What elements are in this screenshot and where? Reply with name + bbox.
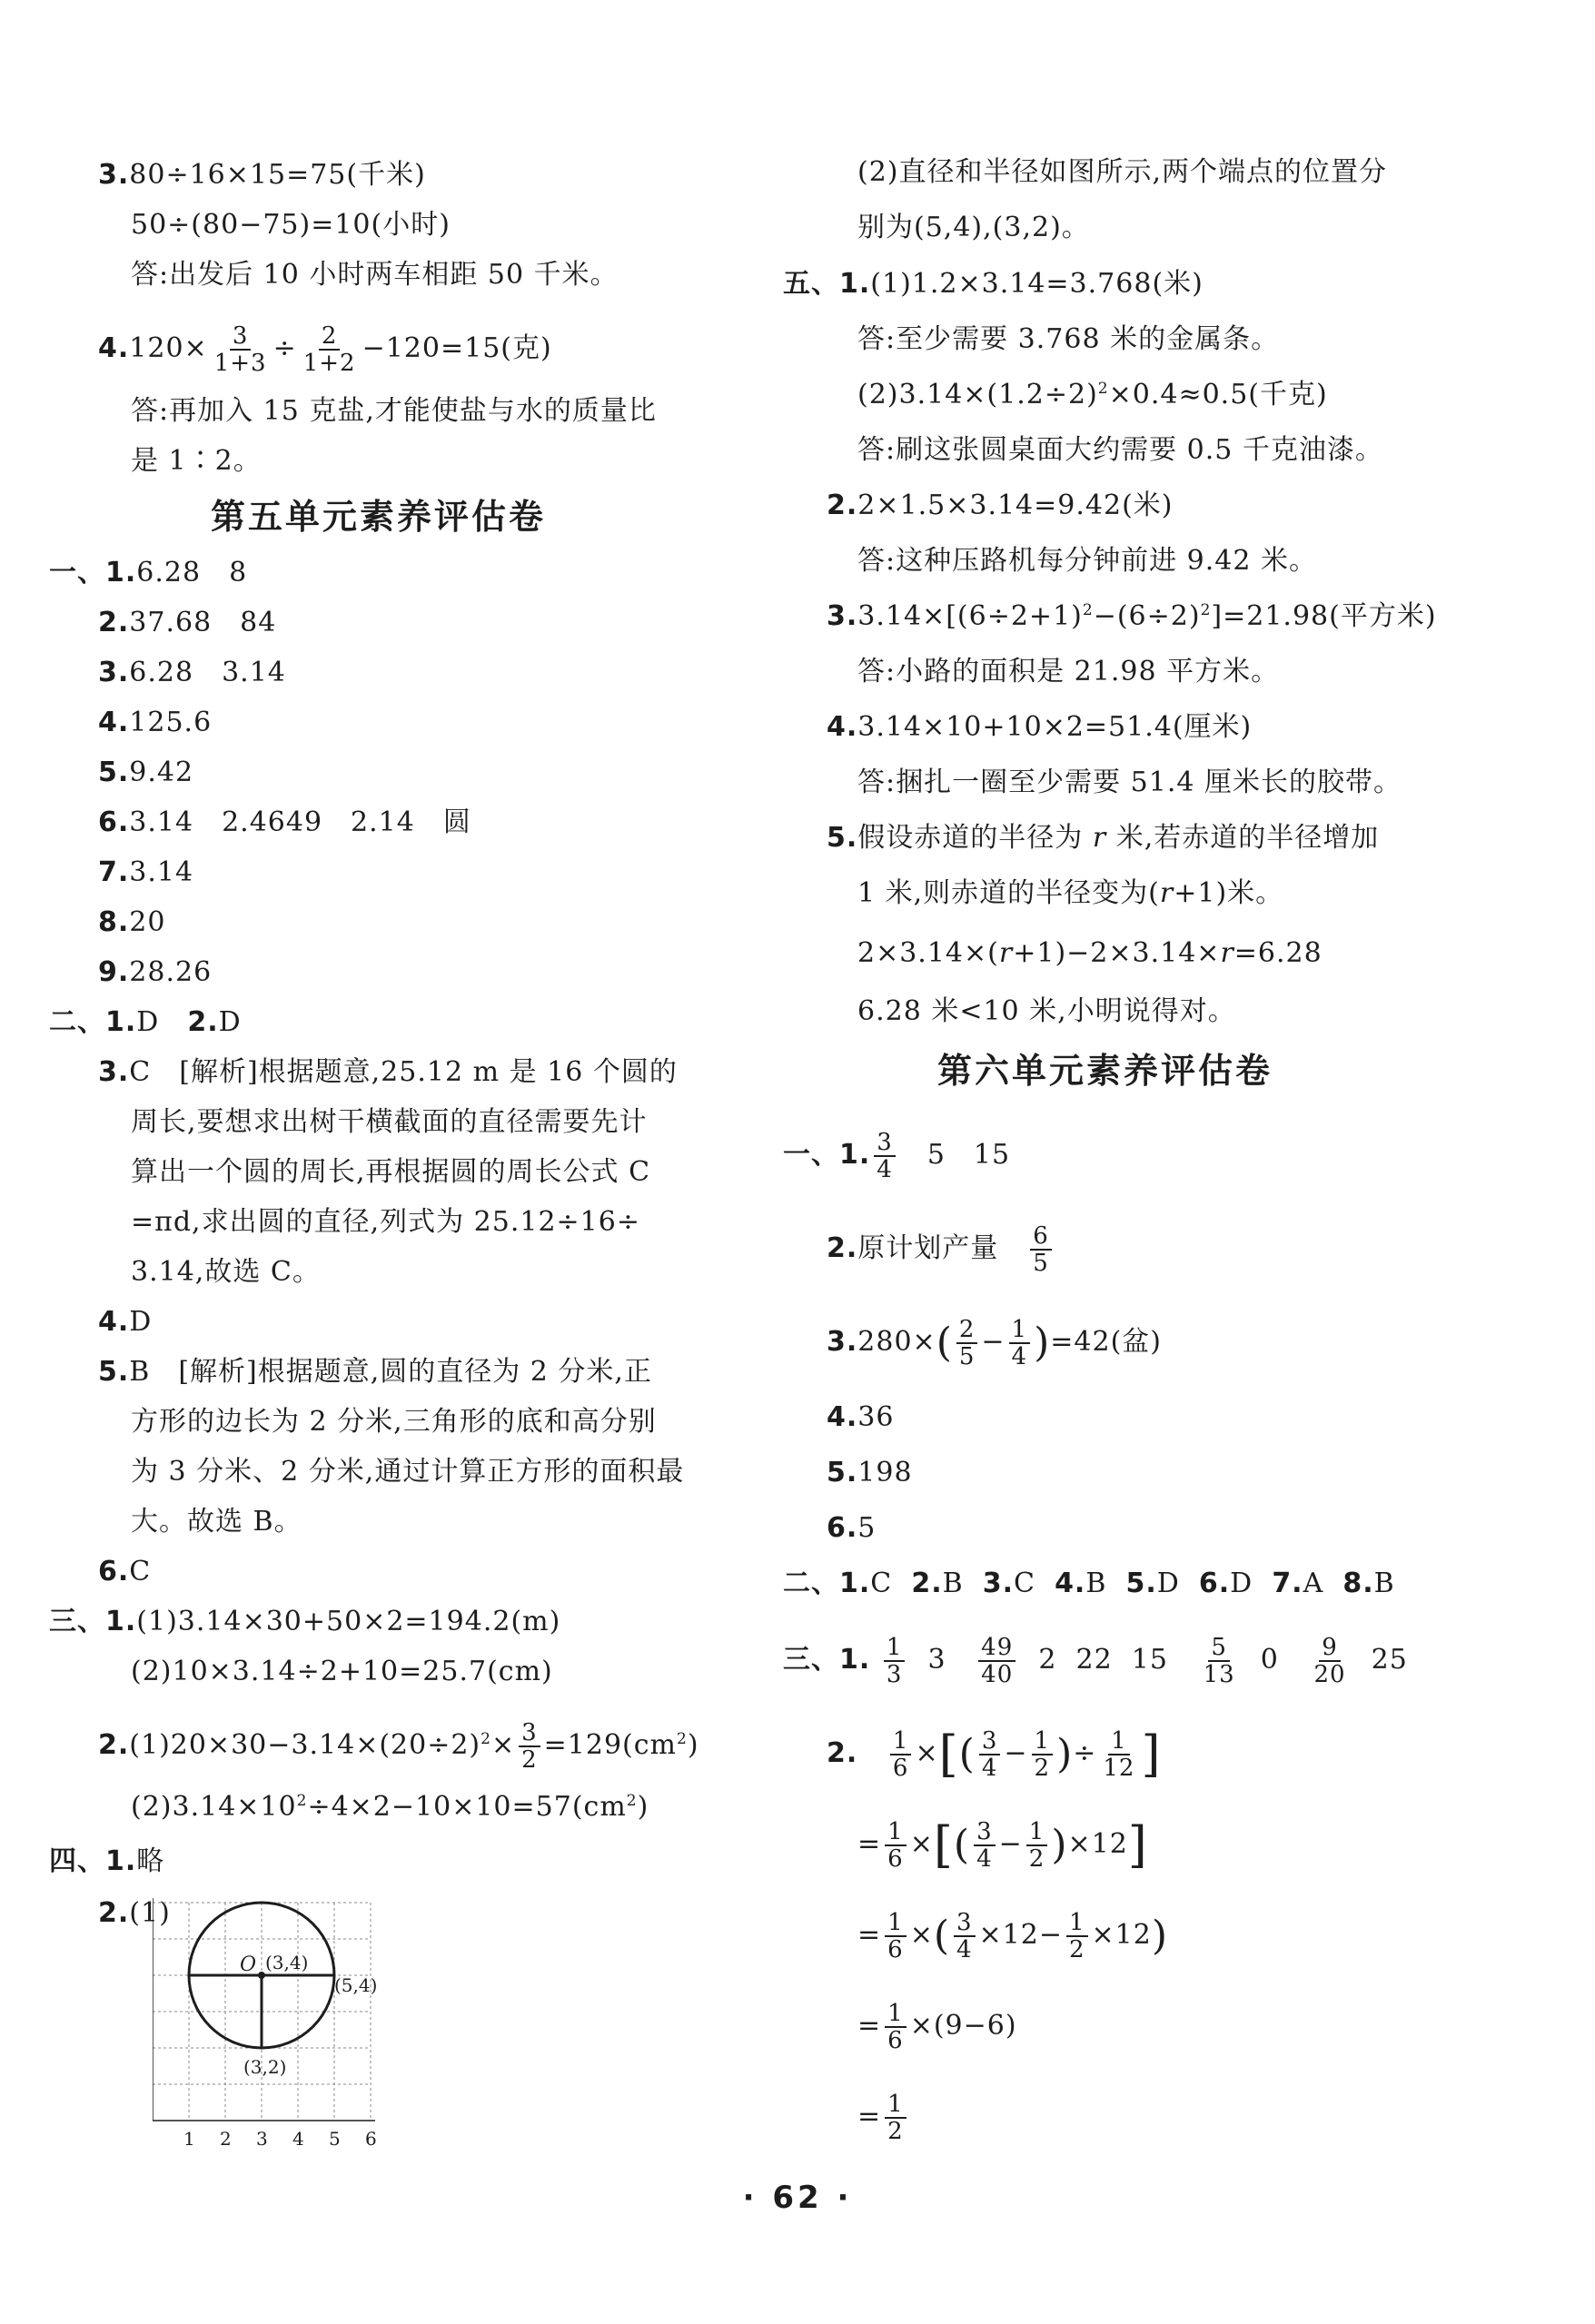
center-coord: (3,4) — [265, 1952, 309, 1973]
q3-answer: 答:出发后 10 小时两车相距 50 千米。 — [131, 259, 619, 291]
s3-q2-a: $2.(1)20\times 30-3.14\times(20\div 2)^2\times$ $\frac{3}{2}$ $=129(cm^2)$ — [98, 1719, 699, 1774]
s2-q5-c: 为 3 分米、2 分米,通过计算正方形的面积最 — [131, 1456, 685, 1488]
right-point-label: (5,4) — [334, 1974, 378, 1996]
s5-q5-c: 2×3.14×(r+1)−2×3.14×r=6.28 — [857, 937, 1323, 969]
s5-q5-d: 6.28 米<10 米,小明说得对。 — [857, 995, 1236, 1027]
s5-q4: 4.3.14×10+10×2=51.4(厘米) — [827, 711, 1253, 743]
q3-line-2: 50÷(80−75)=10(小时) — [131, 209, 451, 241]
s4-q2: 2.(1) — [98, 1897, 171, 1929]
center-label: O — [240, 1953, 257, 1976]
s2-q3: 3.C [解析]根据题意,25.12 m 是 16 个圆的 — [98, 1056, 678, 1088]
t1-q3: 3.280×( $\frac{2}{5}$ − $\frac{1}{4}$ )=42(盆) — [827, 1316, 1162, 1370]
t1-q2: 2.原计划产量 $\frac{6}{5}$ — [827, 1220, 1055, 1278]
s1-q7: 7.3.14 — [98, 856, 194, 888]
s2-q5-d: 大。故选 B。 — [131, 1506, 302, 1538]
s2-q6: 6.C — [98, 1556, 152, 1587]
t3-q2-step2: = $\frac{1}{6}$ ×[( $\frac{3}{4}$ − $\frac{1}{2}$ )×12] — [857, 1816, 1148, 1874]
bottom-point-label: (3,2) — [243, 2056, 287, 2078]
t2-answers: 二、1.C 2.B 3.C 4.B 5.D 6.D 7.A 8.B — [783, 1567, 1395, 1599]
s2-q5: 5.B [解析]根据题意,圆的直径为 2 分米,正 — [98, 1356, 652, 1388]
s1-q6: 6.3.14 2.4649 2.14 圆 — [98, 806, 471, 838]
circle-coordinate-graph — [153, 1889, 443, 2152]
x-tick-4: 4 — [292, 2128, 304, 2150]
q4-answer-2: 是 1∶2。 — [131, 445, 262, 477]
t1-q5: 5.198 — [827, 1457, 913, 1488]
s1-q1: 一、1.6.28 8 — [49, 557, 248, 588]
s1-q5: 5.9.42 — [98, 757, 194, 788]
x-tick-1: 1 — [183, 2128, 195, 2150]
s4-q1: 四、1.略 — [49, 1845, 165, 1877]
s2-q3-e: 3.14,故选 C。 — [131, 1256, 321, 1288]
t1-q1: 一、1. $\frac{3}{4}$ 5 15 — [783, 1129, 1011, 1183]
q3-line: 3.80÷16×15=75(千米) — [98, 159, 426, 191]
x-tick-5: 5 — [329, 2128, 341, 2150]
s5-q1-b: $(2)3.14\times(1.2\div 2)^2\times 0.4\approx 0.5$(千克) — [857, 379, 1328, 410]
s2-q5-b: 方形的边长为 2 分米,三角形的底和高分别 — [131, 1406, 657, 1438]
s5-q1-b-ans: 答:刷这张圆桌面大约需要 0.5 千克油漆。 — [857, 434, 1383, 466]
t3-q2-result: = $\frac{1}{2}$ — [857, 2085, 910, 2149]
unit6-title: 第六单元素养评估卷 — [937, 1051, 1273, 1091]
center-point — [258, 1972, 265, 1979]
s5-q3-ans: 答:小路的面积是 21.98 平方米。 — [857, 656, 1280, 687]
t3-q2-step3: = $\frac{1}{6}$ ×( $\frac{3}{4}$ ×12− $\frac{1}{2}$ ×12) — [857, 1909, 1169, 1963]
s1-q9: 9.28.26 — [98, 956, 213, 988]
s3-q2-b: $(2)3.14\times 10^2\div 4\times 2-10\times 10=57(cm^2)$ — [131, 1791, 649, 1823]
s5-q3: $3.3.14\times[(6\div 2+1)^2-(6\div 2)^2]=21.98$(平方米) — [827, 600, 1437, 632]
s5-q2: 2.2×1.5×3.14=9.42(米) — [827, 490, 1174, 521]
s1-q4: 4.125.6 — [98, 707, 213, 738]
q4-formula: 4.120× $\frac{3}{1+3}$ ÷ $\frac{2}{1+2}$ −120=15(克) — [98, 322, 552, 377]
y-tick-6 — [153, 1890, 154, 1912]
s1-q2: 2.37.68 84 — [98, 607, 277, 638]
s5-q1-a: 五、1.(1)1.2×3.14=3.768(米) — [783, 268, 1204, 300]
s2-q4: 4.D — [98, 1306, 153, 1338]
t3-q2-step1: 2. $\frac{1}{6}$ ×[( $\frac{3}{4}$ − $\frac{1}{2}$ )÷ $\frac{1}{12}$ ] — [827, 1726, 1162, 1783]
s2-q3-d: =πd,求出圆的直径,列式为 25.12÷16÷ — [131, 1206, 640, 1238]
x-tick-2: 2 — [220, 2128, 232, 2150]
s5-q5: 5.假设赤道的半径为 r 米,若赤道的半径增加 — [827, 822, 1380, 854]
s3-q1-a: 三、1.(1)3.14×30+50×2=194.2(m) — [49, 1606, 561, 1637]
s2-q1-2: 二、1.D 2.D — [49, 1006, 242, 1038]
t3-q1: 三、1. $\frac{1}{3}$ 3 $\frac{49}{40}$ 2 22 15 $\frac{5}{13}$ 0 $\frac{9}{20}$ 25 — [783, 1634, 1408, 1688]
x-tick-6: 6 — [365, 2128, 377, 2150]
s4-q2-2: (2)直径和半径如图所示,两个端点的位置分 — [857, 156, 1388, 188]
s5-q5-b: 1 米,则赤道的半径变为(r+1)米。 — [857, 877, 1284, 909]
s4-q2-2b: 别为(5,4),(3,2)。 — [857, 212, 1090, 243]
x-tick-3: 3 — [256, 2128, 268, 2150]
t1-q4: 4.36 — [827, 1401, 895, 1433]
s2-q3-c: 算出一个圆的周长,再根据圆的周长公式 C — [131, 1156, 651, 1188]
s5-q4-ans: 答:捆扎一圈至少需要 51.4 厘米长的胶带。 — [857, 766, 1402, 798]
s5-q2-ans: 答:这种压路机每分钟前进 9.42 米。 — [857, 545, 1317, 577]
s1-q8: 8.20 — [98, 906, 166, 938]
unit5-title: 第五单元素养评估卷 — [211, 497, 547, 537]
q4-answer: 答:再加入 15 克盐,才能使盐与水的质量比 — [131, 395, 657, 427]
t3-q2-step4: = $\frac{1}{6}$ ×(9−6) — [857, 2000, 1017, 2054]
s3-q1-b: (2)10×3.14÷2+10=25.7(cm) — [131, 1656, 553, 1687]
s5-q1-ans: 答:至少需要 3.768 米的金属条。 — [857, 323, 1280, 355]
t1-q6: 6.5 — [827, 1512, 877, 1544]
s2-q3-b: 周长,要想求出树干横截面的直径需要先计 — [131, 1106, 648, 1138]
s1-q3: 3.6.28 3.14 — [98, 657, 286, 688]
page-number: · 62 · — [742, 2180, 853, 2216]
